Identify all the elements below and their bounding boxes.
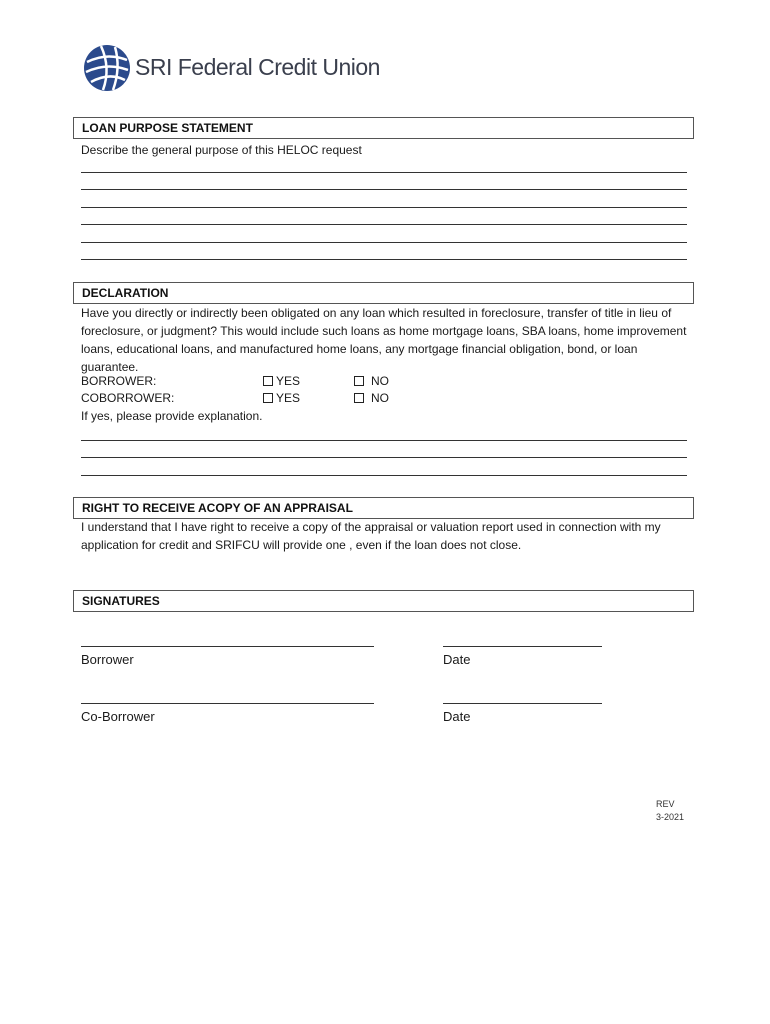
borrower-yes-option[interactable]: YES	[263, 374, 300, 388]
borrower-no-option[interactable]: NO	[354, 374, 389, 388]
explanation-line[interactable]	[81, 475, 687, 476]
coborrower-date-line[interactable]	[443, 703, 602, 704]
loan-purpose-line[interactable]	[81, 259, 687, 260]
checkbox-icon[interactable]	[263, 376, 273, 386]
loan-purpose-prompt: Describe the general purpose of this HELOC request	[81, 143, 362, 157]
borrower-signature-label: Borrower	[81, 652, 134, 667]
explanation-line[interactable]	[81, 457, 687, 458]
declaration-explain-prompt: If yes, please provide explanation.	[81, 409, 263, 423]
logo-wordmark: SRI Federal Credit Union	[135, 54, 380, 80]
coborrower-label: COBORROWER:	[81, 391, 175, 405]
appraisal-text: I understand that I have right to receive a copy of the appraisal or valuation report used in connection with my application for credit and SRIFCU will provide one , even if the loan does not close.	[81, 520, 661, 552]
checkbox-icon[interactable]	[354, 376, 364, 386]
borrower-date-label: Date	[443, 652, 471, 667]
loan-purpose-line[interactable]	[81, 242, 687, 243]
revision-date: 3-2021	[656, 812, 685, 822]
revision-stamp	[656, 798, 684, 824]
globe-logo-icon	[83, 44, 131, 92]
checkbox-icon[interactable]	[263, 393, 273, 403]
coborrower-no-option[interactable]: NO	[354, 391, 389, 405]
loan-purpose-line[interactable]	[81, 224, 687, 225]
borrower-declaration-row	[81, 374, 687, 391]
borrower-signature-line[interactable]	[81, 646, 374, 647]
coborrower-yes-option[interactable]: YES	[263, 391, 300, 405]
appraisal-header: RIGHT TO RECEIVE ACOPY OF AN APPRAISAL	[73, 497, 694, 519]
loan-purpose-line[interactable]	[81, 189, 687, 190]
checkbox-icon[interactable]	[354, 393, 364, 403]
declaration-header: DECLARATION	[73, 282, 694, 304]
loan-purpose-line[interactable]	[81, 207, 687, 208]
coborrower-signature-label: Co-Borrower	[81, 709, 155, 724]
revision-label: REV	[656, 799, 675, 809]
declaration-question: Have you directly or indirectly been obligated on any loan which resulted in foreclosure, transfer of title in lieu of foreclosure, or judgment? This would include such loans as home mortgage loans, SBA loans, home improvement loans, educational loans, and manufactured home loans, any mortgage financial obligation, bond, or loan guarantee.	[81, 306, 687, 374]
coborrower-signature-line[interactable]	[81, 703, 374, 704]
borrower-label: BORROWER:	[81, 374, 157, 388]
borrower-date-line[interactable]	[443, 646, 602, 647]
signatures-header: SIGNATURES	[73, 590, 694, 612]
coborrower-declaration-row	[81, 391, 687, 408]
sri-fcu-logo	[83, 44, 380, 94]
explanation-line[interactable]	[81, 440, 687, 441]
loan-purpose-header: LOAN PURPOSE STATEMENT	[73, 117, 694, 139]
loan-purpose-line[interactable]	[81, 172, 687, 173]
coborrower-date-label: Date	[443, 709, 471, 724]
